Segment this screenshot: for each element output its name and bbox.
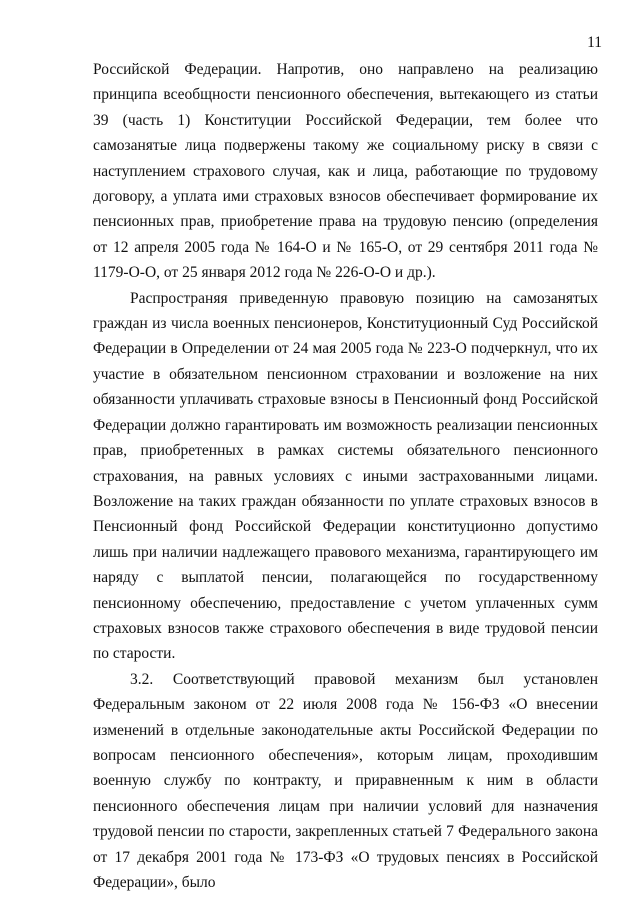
paragraph-section-3-2: 3.2. Соответствующий правовой механизм был установлен Федеральным законом от 22 июля 2008 года № 156-ФЗ «О внесении изменений в отдельные законодательные акты Российской Федерации по вопросам пенсионного обеспечения», которым лицам, проходившим военную службу по контракту, и приравненным к ним в области пенсионного обеспечения лицам при наличии условий для назначения трудовой пенсии по старости, закрепленных статьей 7 Федерального закона от 17 декабря 2001 года № 173-ФЗ «О трудовых пенсиях в Российской Федерации», было: [93, 670, 598, 891]
document-body: [93, 57, 598, 895]
paragraph-military-pensioners: Распространяя приведенную правовую позицию на самозанятых граждан из числа военных пенсионеров, Конституционный Суд Российской Федерации в Определении от 24 мая 2005 года № 223-О подчеркнул, что их участие в обязательном пенсионном страховании и возложение на них обязанности уплачивать страховые взносы в Пенсионный фонд Российской Федерации должно гарантировать им возможность реализации пенсионных прав, приобретенных в рамках системы обязательного пенсионного страхования, на равных условиях с иными застрахованными лицами. Возложение на таких граждан обязанности по уплате страховых взносов в Пенсионный фонд Российской Федерации конституционно допустимо лишь при наличии надлежащего правового механизма, гарантирующего им наряду с выплатой пенсии, полагающейся по государственному пенсионному обеспечению, предоставление с учетом уплаченных сумм страховых взносов также страхового обеспечения в виде трудовой пенсии по старости.: [93, 289, 598, 663]
paragraph-continuation: Российской Федерации. Напротив, оно направлено на реализацию принципа всеобщности пенсионного обеспечения, вытекающего из статьи 39 (часть 1) Конституции Российской Федерации, тем более что самозанятые лица подвержены такому же социальному риску в связи с наступлением страхового случая, как и лица, работающие по трудовому договору, а уплата ими страховых взносов обеспечивает формирование их пенсионных прав, приобретение права на трудовую пенсию (определения от 12 апреля 2005 года № 164-О и № 165-О, от 29 сентября 2011 года № 1179-О-О, от 25 января 2012 года № 226-О-О и др.).: [93, 61, 598, 282]
page-number: 11: [587, 34, 602, 51]
